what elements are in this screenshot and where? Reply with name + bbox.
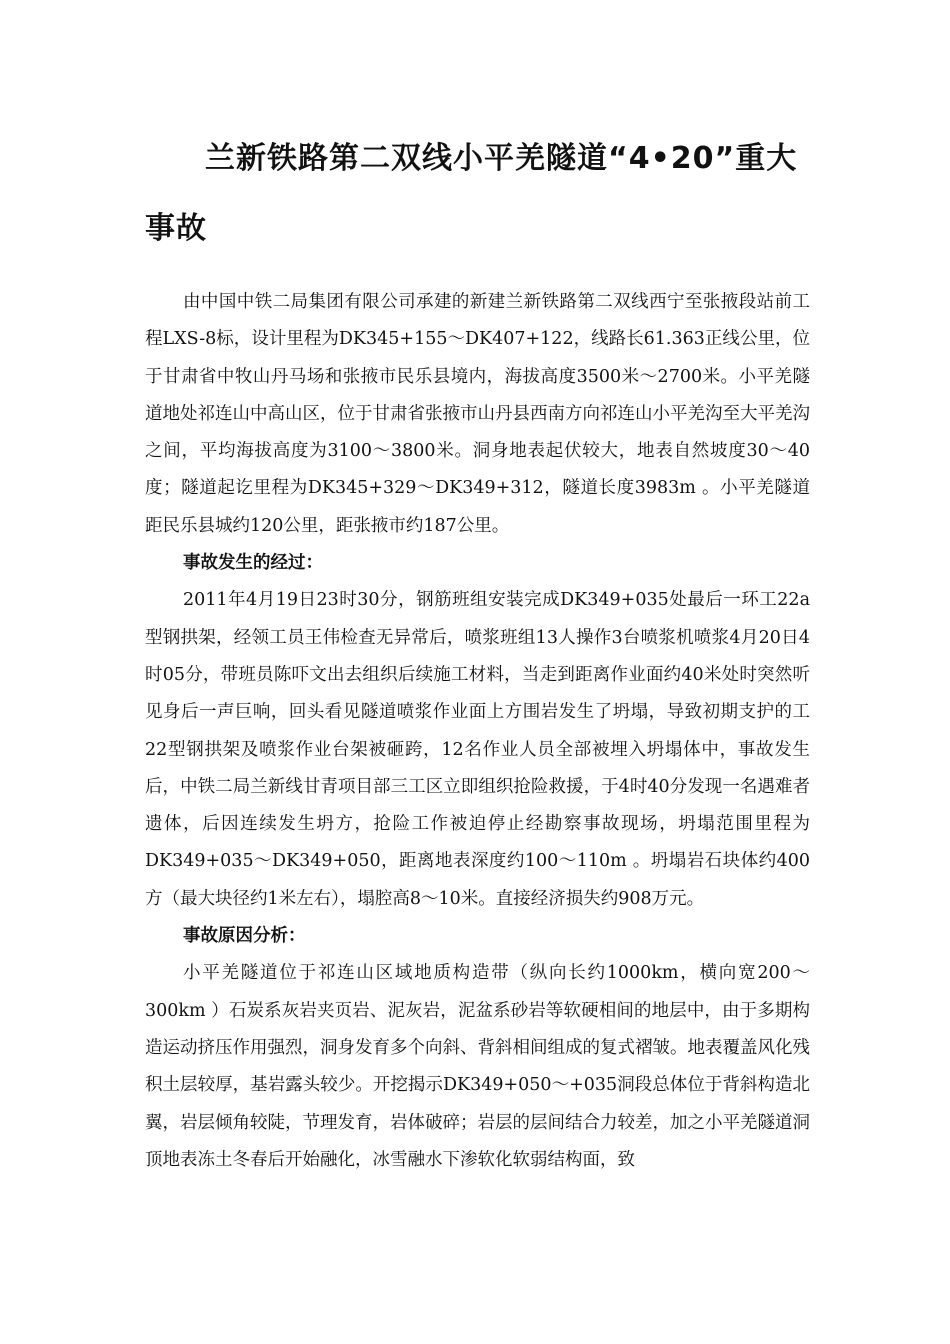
intro-paragraph: 由中国中铁二局集团有限公司承建的新建兰新铁路第二双线西宁至张掖段站前工程LXS-8标，设计里程为DK345+155～DK407+122，线路长61.363正线公里，位于甘肃省中牧山丹马场和张掖市民乐县境内，海拔高度3500米～2700米。小平羌隧道地处祁连山中高山区，位于甘肃省张掖市山丹县西南方向祁连山小平羌沟至大平羌沟之间，平均海拔高度为3100～3800米。洞身地表起伏较大，地表自然坡度30～40度；隧道起讫里程为DK345+329～DK349+312，隧道长度3983m 。小平羌隧道距民乐县城约120公里，距张掖市约187公里。 xyxy=(145,292,810,536)
section-heading-process: 事故发生的经过： xyxy=(183,553,323,574)
section-heading-cause: 事故原因分析： xyxy=(183,926,306,947)
process-paragraph: 2011年4月19日23时30分，钢筋班组安装完成DK349+035处最后一环工22a型钢拱架，经领工员王伟检查无异常后，喷浆班组13人操作3台喷浆机喷浆4月20日4时05分，带班员陈吓文出去组织后续施工材料，当走到距离作业面约40米处时突然听见身后一声巨响，回头看见隧道喷浆作业面上方围岩发生了坍塌，导致初期支护的工22型钢拱架及喷浆作业台架被砸跨，12名作业人员全部被埋入坍塌体中，事故发生后，中铁二局兰新线甘青项目部三工区立即组织抢险救援，于4时40分发现一名遇难者遗体，后因连续发生坍方，抢险工作被迫停止经勘察事故现场，坍塌范围里程为DK349+035～DK349+050，距离地表深度约100～110m 。坍塌岩石块体约400方（最大块径约1米左右），塌腔高8～10米。直接经济损失约908万元。 xyxy=(145,590,810,909)
document-body xyxy=(145,284,810,1179)
document-title: 兰新铁路第二双线小平羌隧道“4•20”重大事故 xyxy=(145,141,798,246)
cause-paragraph: 小平羌隧道位于祁连山区域地质构造带（纵向长约1000km，横向宽200～300km ）石炭系灰岩夹页岩、泥灰岩，泥盆系砂岩等软硬相间的地层中，由于多期构造运动挤压作用强烈，洞身发育多个向斜、背斜相间组成的复式褶皱。地表覆盖风化残积土层较厚，基岩露头较少。开挖揭示DK349+050～+035洞段总体位于背斜构造北翼，岩层倾角较陡，节理发育，岩体破碎；岩层的层间结合力较差，加之小平羌隧道洞顶地表冻土冬春后开始融化，冰雪融水下渗软化软弱结构面，致 xyxy=(145,963,810,1170)
